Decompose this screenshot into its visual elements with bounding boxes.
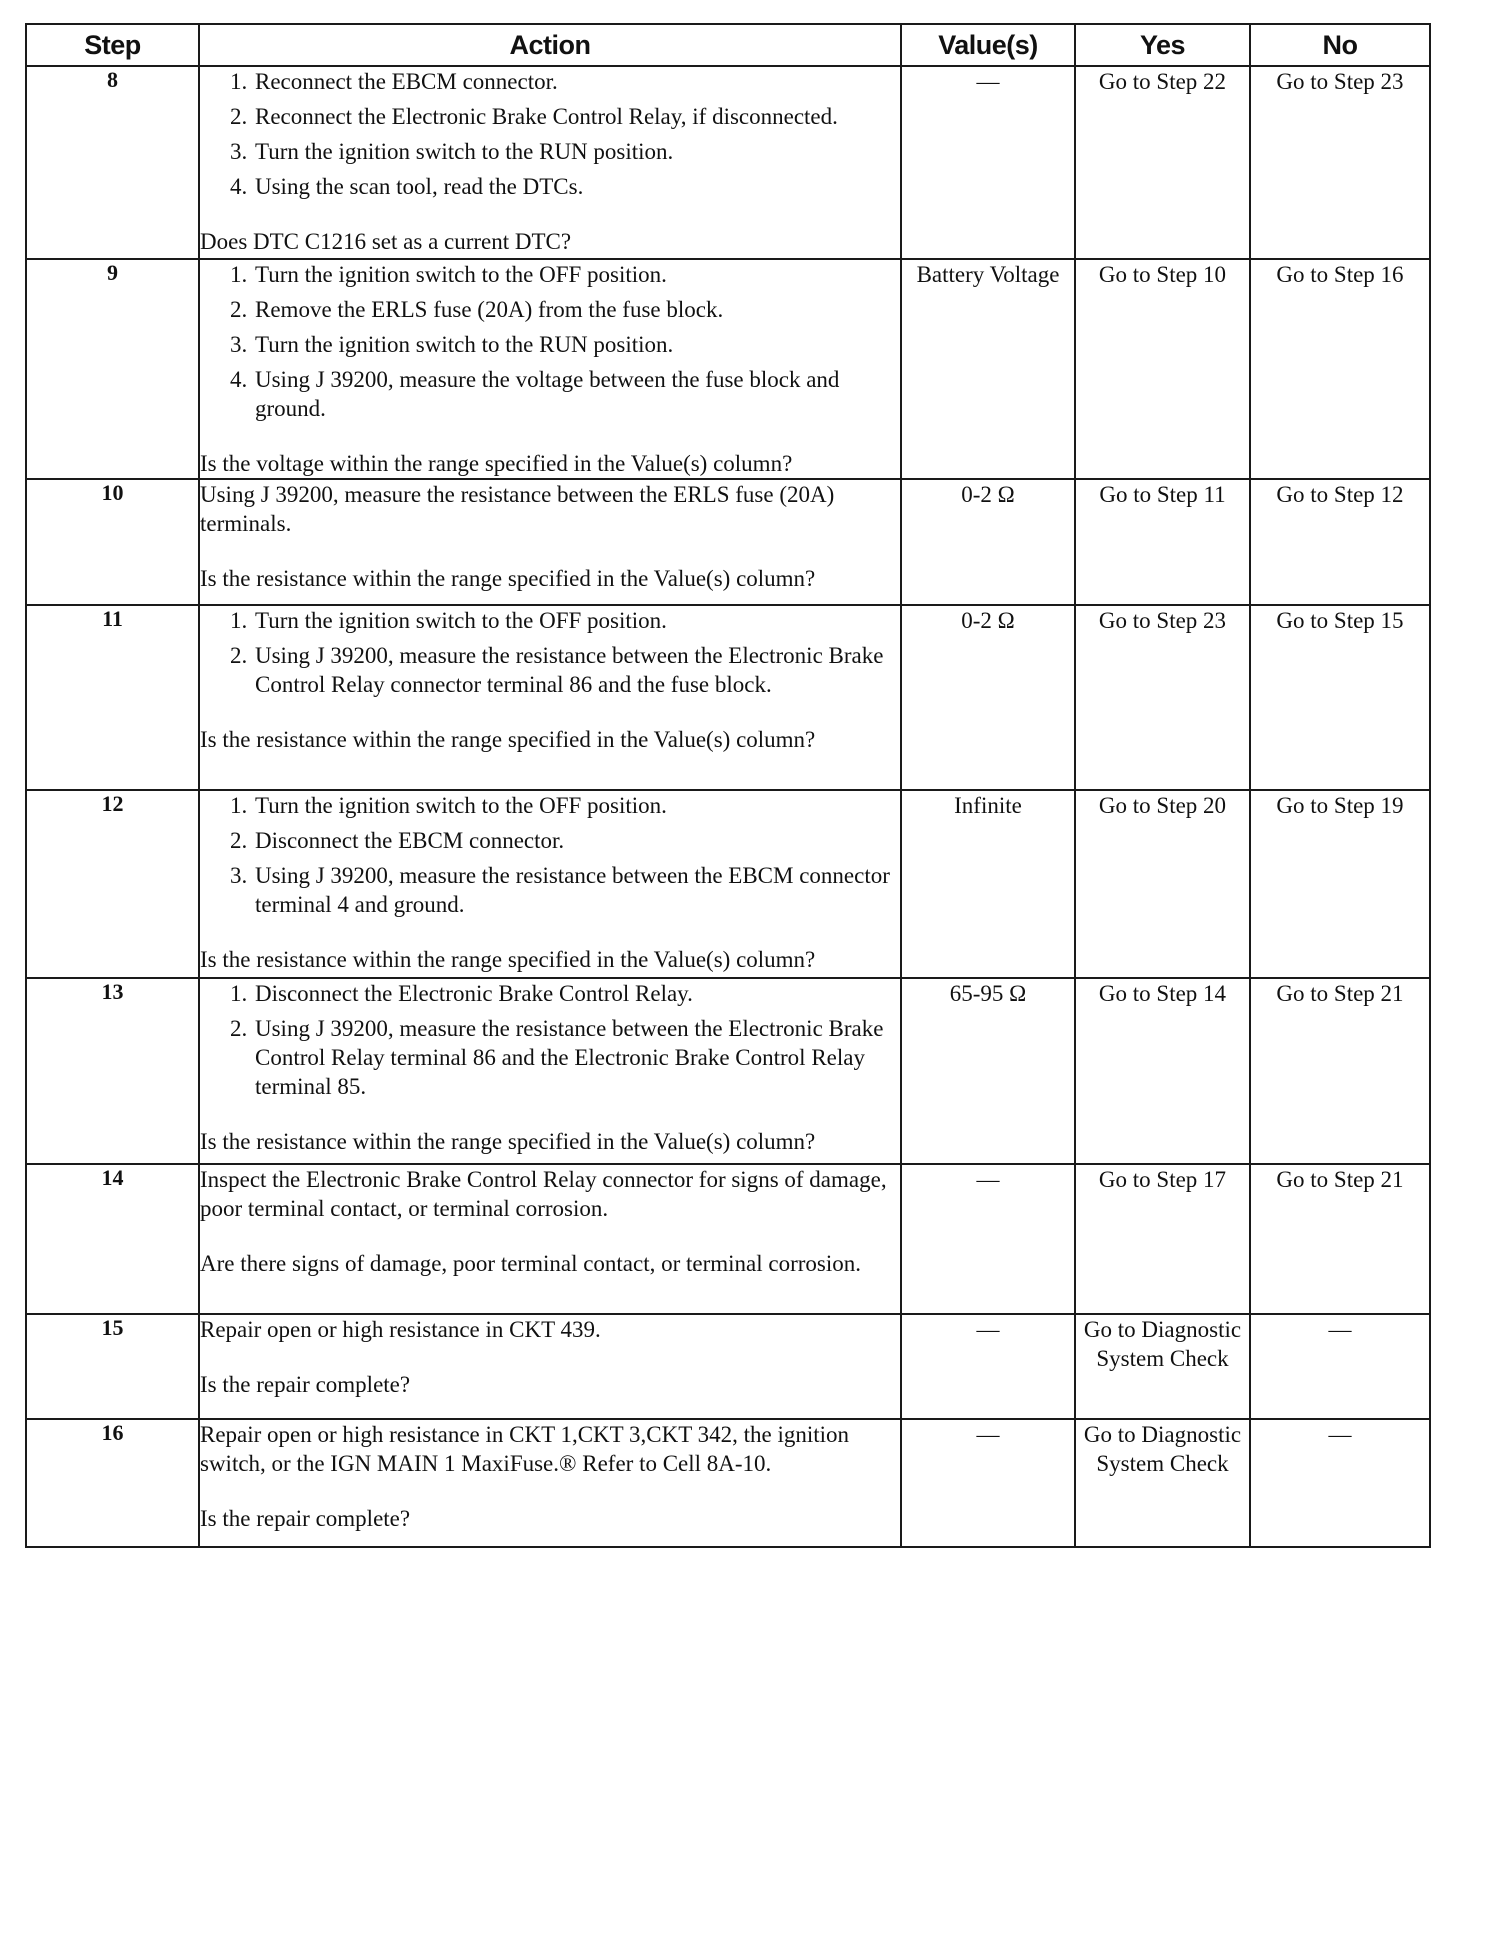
yes-cell: Go to Step 10 — [1075, 259, 1250, 479]
action-step: 1. Turn the ignition switch to the OFF position. — [253, 791, 900, 820]
yes-cell: Go to Step 11 — [1075, 479, 1250, 605]
no-cell: Go to Step 15 — [1250, 605, 1430, 790]
table-row — [26, 790, 1430, 978]
action-cell — [199, 790, 901, 978]
action-instruction: Repair open or high resistance in CKT 1,CKT 3,CKT 342, the ignition switch, or the IGN MAIN 1 MaxiFuse.® Refer to Cell 8A-10. — [200, 1422, 850, 1476]
action-cell — [199, 978, 901, 1164]
action-step: 2. Using J 39200, measure the resistance between the Electronic Brake Control Relay terminal 86 and the Electronic Brake Control Relay terminal 85. — [253, 1014, 900, 1101]
step-number: 16 — [26, 1419, 199, 1547]
header-step: Step — [26, 24, 199, 66]
step-number: 13 — [26, 978, 199, 1164]
action-cell — [199, 1314, 901, 1419]
no-cell: — — [1250, 1314, 1430, 1419]
table-row — [26, 1314, 1430, 1419]
action-steps-list — [200, 260, 900, 423]
step-number: 11 — [26, 605, 199, 790]
table-row — [26, 479, 1430, 605]
action-step: 3. Using J 39200, measure the resistance between the EBCM connector terminal 4 and ground. — [253, 861, 900, 919]
value-cell: — — [901, 1164, 1075, 1314]
table-row — [26, 1164, 1430, 1314]
no-cell: Go to Step 21 — [1250, 1164, 1430, 1314]
action-step: 4. Using J 39200, measure the voltage between the fuse block and ground. — [253, 365, 900, 423]
value-cell: 0-2 Ω — [901, 479, 1075, 605]
table-row — [26, 259, 1430, 479]
step-number: 14 — [26, 1164, 199, 1314]
table-row — [26, 66, 1430, 259]
action-step: 2. Using J 39200, measure the resistance between the Electronic Brake Control Relay connector terminal 86 and the fuse block. — [253, 641, 900, 699]
yes-cell: Go to Step 14 — [1075, 978, 1250, 1164]
yes-cell: Go to Step 20 — [1075, 790, 1250, 978]
action-cell — [199, 479, 901, 605]
header-yes: Yes — [1075, 24, 1250, 66]
no-cell: Go to Step 12 — [1250, 479, 1430, 605]
action-instruction: Repair open or high resistance in CKT 439. — [200, 1317, 601, 1342]
value-cell: Infinite — [901, 790, 1075, 978]
action-step: 2. Reconnect the Electronic Brake Control Relay, if disconnected. — [253, 102, 900, 131]
action-question: Is the resistance within the range specified in the Value(s) column? — [200, 566, 816, 591]
no-cell: Go to Step 23 — [1250, 66, 1430, 259]
step-number: 10 — [26, 479, 199, 605]
value-cell: 65-95 Ω — [901, 978, 1075, 1164]
action-step: 4. Using the scan tool, read the DTCs. — [253, 172, 900, 201]
action-question: Is the resistance within the range specified in the Value(s) column? — [200, 727, 816, 752]
action-cell — [199, 259, 901, 479]
step-number: 15 — [26, 1314, 199, 1419]
step-number: 12 — [26, 790, 199, 978]
value-cell: Battery Voltage — [901, 259, 1075, 479]
action-step: 3. Turn the ignition switch to the RUN position. — [253, 137, 900, 166]
step-number: 9 — [26, 259, 199, 479]
header-action: Action — [199, 24, 901, 66]
action-step: 3. Turn the ignition switch to the RUN position. — [253, 330, 900, 359]
no-cell: Go to Step 16 — [1250, 259, 1430, 479]
action-cell — [199, 66, 901, 259]
action-step: 1. Reconnect the EBCM connector. — [253, 67, 900, 96]
action-cell — [199, 1164, 901, 1314]
table-row — [26, 1419, 1430, 1547]
action-steps-list — [200, 791, 900, 919]
table-row — [26, 605, 1430, 790]
header-row — [26, 24, 1430, 66]
action-question: Is the repair complete? — [200, 1506, 411, 1531]
action-step: 1. Turn the ignition switch to the OFF position. — [253, 260, 900, 289]
no-cell: — — [1250, 1419, 1430, 1547]
action-step: 2. Remove the ERLS fuse (20A) from the fuse block. — [253, 295, 900, 324]
value-cell: — — [901, 1314, 1075, 1419]
action-step: 2. Disconnect the EBCM connector. — [253, 826, 900, 855]
yes-cell: Go to Diagnostic System Check — [1075, 1419, 1250, 1547]
action-cell — [199, 605, 901, 790]
action-cell — [199, 1419, 901, 1547]
action-steps-list — [200, 606, 900, 699]
yes-cell: Go to Step 17 — [1075, 1164, 1250, 1314]
table-row — [26, 978, 1430, 1164]
action-instruction: Using J 39200, measure the resistance between the ERLS fuse (20A) terminals. — [200, 482, 835, 536]
yes-cell: Go to Step 23 — [1075, 605, 1250, 790]
action-question: Is the voltage within the range specified in the Value(s) column? — [200, 451, 793, 476]
no-cell: Go to Step 21 — [1250, 978, 1430, 1164]
action-step: 1. Turn the ignition switch to the OFF position. — [253, 606, 900, 635]
diagnostic-table — [25, 23, 1431, 1548]
action-question: Is the resistance within the range specified in the Value(s) column? — [200, 947, 816, 972]
yes-cell: Go to Step 22 — [1075, 66, 1250, 259]
header-values: Value(s) — [901, 24, 1075, 66]
action-steps-list — [200, 979, 900, 1101]
yes-cell: Go to Diagnostic System Check — [1075, 1314, 1250, 1419]
action-question: Does DTC C1216 set as a current DTC? — [200, 229, 572, 254]
action-question: Are there signs of damage, poor terminal contact, or terminal corrosion. — [200, 1251, 862, 1276]
action-steps-list — [200, 67, 900, 201]
no-cell: Go to Step 19 — [1250, 790, 1430, 978]
action-step: 1. Disconnect the Electronic Brake Control Relay. — [253, 979, 900, 1008]
action-instruction: Inspect the Electronic Brake Control Relay connector for signs of damage, poor terminal contact, or terminal corrosion. — [200, 1167, 887, 1221]
action-question: Is the repair complete? — [200, 1372, 411, 1397]
value-cell: — — [901, 66, 1075, 259]
step-number: 8 — [26, 66, 199, 259]
action-question: Is the resistance within the range specified in the Value(s) column? — [200, 1129, 816, 1154]
value-cell: 0-2 Ω — [901, 605, 1075, 790]
header-no: No — [1250, 24, 1430, 66]
value-cell: — — [901, 1419, 1075, 1547]
